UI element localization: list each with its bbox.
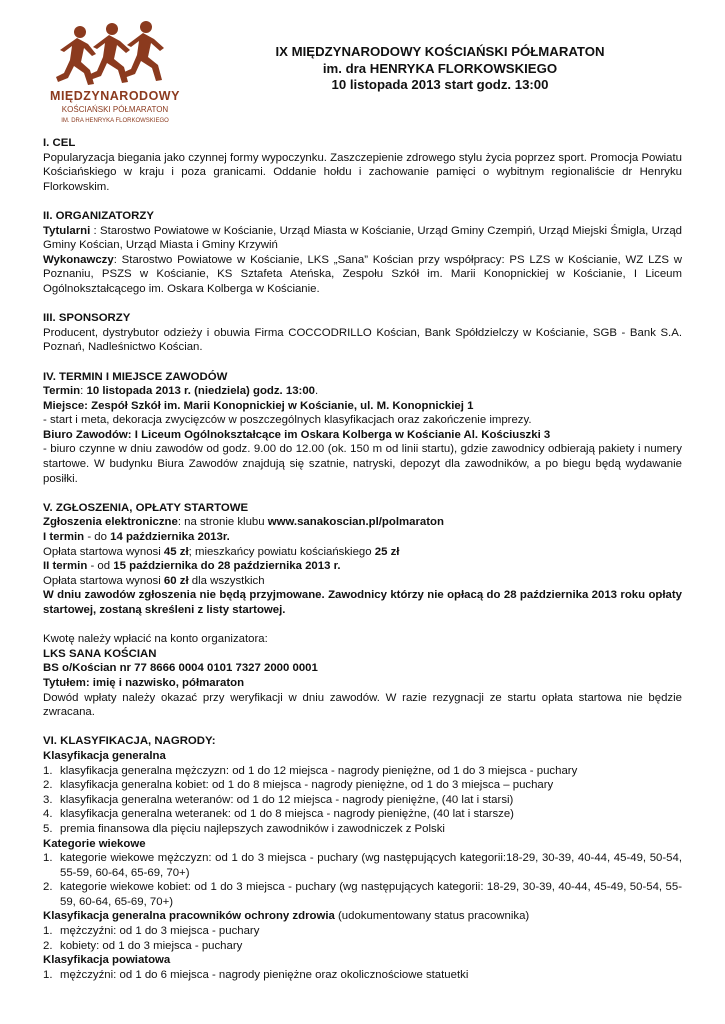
termin-end: . <box>315 385 319 398</box>
list-item <box>43 851 682 880</box>
zdrowie-title: Klasyfikacja generalna pracowników ochrony zdrowia <box>43 910 335 923</box>
oplata-1-value-local: 25 zł <box>374 545 400 558</box>
oplata-2-end: dla wszystkich <box>188 574 265 587</box>
biuro-label: Biuro Zawodów: <box>43 428 132 441</box>
dowod-text: Dowód wpłaty należy okazać przy weryfikacji w dniu zawodów. W razie rezygnacji ze startu opłata startowa nie będzie zwracana. <box>43 691 682 719</box>
termin-2-line <box>43 559 682 574</box>
section-klasyfikacja <box>43 734 682 982</box>
powiatowa-list <box>43 968 682 983</box>
kategorie-wiekowe-list <box>43 851 682 909</box>
list-item <box>43 807 682 822</box>
list-item <box>43 764 682 779</box>
miejsce-detail: - start i meta, dekoracja zwycięzców w poszczególnych klasyfikacjach oraz zakończenie imprezy. <box>43 414 532 427</box>
list-item-number: 1. <box>43 764 53 777</box>
list-item-text: mężczyźni: od 1 do 6 miejsca - nagrody pieniężne oraz okolicznościowe statuetki <box>60 968 469 981</box>
logo-line-3: IM. DRA HENRYKA FLORKOWSKIEGO <box>61 118 169 124</box>
miejsce-label: Miejsce <box>43 399 85 412</box>
warning-text <box>43 588 682 617</box>
termin-label: Termin <box>43 385 81 398</box>
section-organizatorzy-title: II. ORGANIZATORZY <box>43 209 154 222</box>
oplata-1-line <box>43 545 682 560</box>
biuro-line <box>43 428 682 443</box>
kategorie-wiekowe-title: Kategorie wiekowe <box>43 837 146 850</box>
header-subtitle: im. dra HENRYKA FLORKOWSKIEGO <box>322 60 558 76</box>
zdrowie-line <box>43 909 682 924</box>
list-item <box>43 924 682 939</box>
runners-logo-icon <box>50 20 180 130</box>
tytularni-label: Tytularni <box>43 224 91 237</box>
termin-1-text: - do <box>84 531 111 544</box>
termin-1-date: 14 października 2013r. <box>110 531 230 544</box>
miejsce-line: Miejsce: Zespół Szkół im. Marii Konopnickiej w Kościanie, ul. M. Konopnickiej 1 <box>43 399 474 412</box>
section-cel <box>43 136 682 194</box>
section-termin <box>43 370 682 487</box>
event-logo <box>50 20 180 130</box>
list-item-number: 1. <box>43 852 53 865</box>
logo-line-2: KOŚCIAŃSKI PÓŁMARATON <box>61 105 169 114</box>
wykonawczy-text: : Starostwo Powiatowe w Kościanie, LKS „Sana” Kościan przy współpracy: PS LZS w Kościanie, WZ LZS w Poznaniu, PSZS w Kościanie, KS Sztafeta Ateńska, Zespołu Szkół im. Marii Konopnickiej w Kościanie, I Liceum Ogólnokształcącego im. Oskara Kolberga w Kościanie. <box>43 253 682 295</box>
oplata-1-text: Opłata startowa wynosi <box>43 545 164 558</box>
termin-2-text: - od <box>87 560 114 573</box>
section-cel-text: Popularyzacja biegania jako czynnej formy wypoczynku. Zaszczepienie zdrowego stylu życia poprzez sport. Promocja Powiatu Kościańskiego w kraju i poza granicami. Oddanie hołdu i zachowanie pamięci o wybitnym regionaliście dr Henryku Florkowskim. <box>43 151 682 193</box>
list-item-text: klasyfikacja generalna kobiet: od 1 do 8 miejsca - nagrody pieniężne, od 1 do 3 miejsca – puchary <box>60 779 554 792</box>
list-item <box>43 968 682 983</box>
list-item-number: 1. <box>43 925 53 938</box>
list-item-text: kobiety: od 1 do 3 miejsca - puchary <box>60 939 243 952</box>
document-header <box>190 44 690 94</box>
termin-2-label: II termin <box>43 560 88 573</box>
list-item <box>43 822 682 837</box>
section-zgloszenia <box>43 501 682 720</box>
biuro-detail: - biuro czynne w dniu zawodów od godz. 9.00 do 12.00 (ok. 150 m od linii startu), gdzie zawodnicy odbierają pakiety i numery startowe. W budynku Biura Zawodów znajdują się szatnie, natryski, depozyt dla zawodników, a po biegu będą wydawanie posiłki. <box>43 443 682 485</box>
list-item-text: klasyfikacja generalna weteranek: od 1 do 8 miejsca - nagrody pieniężne, (40 lat i starsze) <box>60 808 514 821</box>
list-item <box>43 778 682 793</box>
konto-intro: Kwotę należy wpłacić na konto organizatora: <box>43 633 268 646</box>
list-item-text: mężczyźni: od 1 do 3 miejsca - puchary <box>60 925 260 938</box>
list-item-text: klasyfikacja generalna weteranów: od 1 do 12 miejsca - nagrody pieniężne, (40 lat i starsi) <box>60 793 514 806</box>
oplata-2-text: Opłata startowa wynosi <box>43 574 164 587</box>
zgloszenia-text: : na stronie klubu <box>177 516 268 529</box>
termin-1-label: I termin <box>43 531 85 544</box>
list-item-number: 2. <box>43 881 53 894</box>
section-organizatorzy <box>43 209 682 297</box>
list-item-number: 2. <box>43 779 53 792</box>
list-item-text: kategorie wiekowe kobiet: od 1 do 3 miejsca - puchary (wg następujących kategorii: 18-29, 30-39, 40-44, 45-49, 50-54, 55-59, 60-64, 65-69, 70+) <box>60 881 682 908</box>
zdrowie-note: (udokumentowany status pracownika) <box>334 910 530 923</box>
document-body <box>43 136 682 982</box>
wykonawczy-label: Wykonawczy <box>43 253 114 266</box>
tytularni-text: : Starostwo Powiatowe w Kościanie, Urząd Miasta w Kościanie, Urząd Gminy Czempiń, Urząd Miejski Śmigla, Urząd Gminy Kościan, Urząd Miasta i Gminy Krzywiń <box>43 224 682 252</box>
oplata-1-value: 45 zł <box>163 545 189 558</box>
list-item <box>43 939 682 954</box>
powiatowa-title: Klasyfikacja powiatowa <box>43 954 171 967</box>
section-sponsorzy-title: III. SPONSORZY <box>43 312 131 325</box>
list-item-text: kategorie wiekowe mężczyzn: od 1 do 3 miejsca - puchary (wg następujących kategorii:18-29, 30-39, 40-44, 45-49, 50-54, 55-59, 60-64, 65-69, 70+) <box>60 852 682 879</box>
klasyfikacja-generalna-list <box>43 764 682 837</box>
section-cel-title: I. CEL <box>43 137 76 149</box>
header-date: 10 listopada 2013 start godz. 13:00 <box>331 77 549 92</box>
zgloszenia-url[interactable]: www.sanakoscian.pl/polmaraton <box>267 516 444 529</box>
section-klasyfikacja-title: VI. KLASYFIKACJA, NAGRODY: <box>43 735 216 748</box>
termin-line: Termin: 10 listopada 2013 r. (niedziela) godz. 13:00. <box>43 385 319 398</box>
zgloszenia-label: Zgłoszenia elektroniczne <box>43 516 178 529</box>
konto-tytul <box>43 676 682 691</box>
termin-1-line <box>43 530 682 545</box>
section-sponsorzy <box>43 311 682 355</box>
oplata-2-line <box>43 574 682 589</box>
list-item-text: klasyfikacja generalna mężczyzn: od 1 do 12 miejsca - nagrody pieniężne, od 1 do 3 miejsca - puchary <box>60 764 578 777</box>
oplata-1-mid: ; mieszkańcy powiatu kościańskiego <box>188 545 375 558</box>
konto-number-bold: BS o/Kościan nr 77 8666 0004 0101 7327 2000 0001 <box>43 662 318 675</box>
section-sponsorzy-text: Producent, dystrybutor odzieży i obuwia Firma COCCODRILLO Kościan, Bank Spółdzielczy w Kościanie, SGB - Bank S.A. Poznań, Nadleśnictwo Kościan. <box>43 326 682 354</box>
zdrowie-list <box>43 924 682 953</box>
oplata-2-value: 60 zł <box>163 574 189 587</box>
list-item <box>43 793 682 808</box>
termin-2-date: 15 października do 28 października 2013 r. <box>113 560 341 573</box>
konto-tytul-bold: Tytułem: imię i nazwisko, półmaraton <box>43 676 245 689</box>
klasyfikacja-generalna-title: Klasyfikacja generalna <box>43 749 166 762</box>
list-item-number: 5. <box>43 822 53 835</box>
konto-number <box>43 661 682 676</box>
miejsce-value: Zespół Szkół im. Marii Konopnickiej w Kościanie, ul. M. Konopnickiej 1 <box>91 399 474 412</box>
logo-line-1: MIĘDZYNARODOWY <box>50 89 180 103</box>
tytularni-paragraph <box>43 224 682 253</box>
list-item-number: 2. <box>43 939 53 952</box>
biuro-value: I Liceum Ogólnokształcące im Oskara Kolberga w Kościanie Al. Kościuszki 3 <box>134 428 551 441</box>
wykonawczy-paragraph <box>43 253 682 297</box>
list-item-number: 3. <box>43 793 53 806</box>
section-termin-title: IV. TERMIN I MIEJSCE ZAWODÓW <box>43 370 228 383</box>
list-item-number: 4. <box>43 808 53 821</box>
warning-bold: W dniu zawodów zgłoszenia nie będą przyjmowane. Zawodnicy którzy nie opłacą do 28 października 2013 roku opłaty startowej, zostaną skreśleni z listy startowej. <box>43 589 682 616</box>
termin-value: 10 listopada 2013 r. (niedziela) godz. 13:00 <box>86 385 316 398</box>
section-zgloszenia-title: V. ZGŁOSZENIA, OPŁATY STARTOWE <box>43 501 249 514</box>
konto-name <box>43 647 682 662</box>
list-item-number: 1. <box>43 968 53 981</box>
list-item <box>43 880 682 909</box>
list-item-text: premia finansowa dla pięciu najlepszych zawodników i zawodniczek z Polski <box>60 822 445 835</box>
zgloszenia-line <box>43 515 682 530</box>
header-title: IX MIĘDZYNARODOWY KOŚCIAŃSKI PÓŁMARATON <box>275 44 605 59</box>
konto-name-bold: LKS SANA KOŚCIAN <box>43 647 157 660</box>
